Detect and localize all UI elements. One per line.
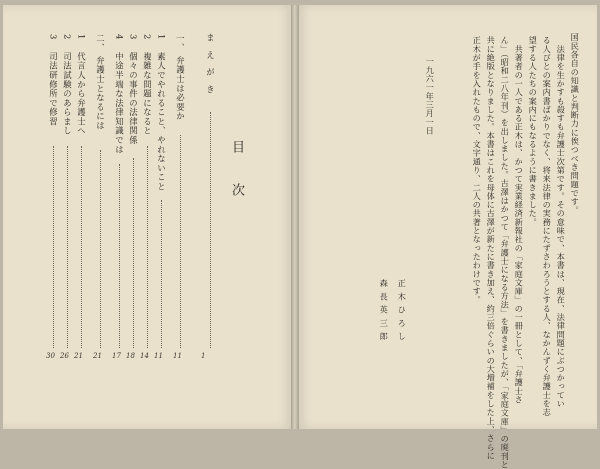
toc-page-number: 11 — [154, 352, 163, 360]
toc-page-number: 21 — [93, 352, 102, 360]
preface-date: 一九六一年三月一日 — [425, 57, 436, 135]
toc-page-number: 26 — [60, 352, 69, 360]
toc-item-number: 3 — [48, 34, 59, 41]
toc-page-number: 21 — [74, 352, 83, 360]
toc-leader — [100, 150, 101, 348]
toc-page-number: 18 — [126, 352, 135, 360]
toc-entry-preface: まえがき — [205, 33, 216, 103]
toc-leader — [67, 146, 68, 348]
preface-line-1: 国民各自の知識と判断力に俟つべき問題です。 — [570, 33, 581, 215]
author-morinaga: 森長英三郎 — [379, 279, 390, 345]
toc-entry: 複雑な問題になると — [142, 52, 153, 136]
preface-line-2: 法律を生かすも殺すも弁護士次第です。その意味で、本書は、現在、法律問題にぶつかってい — [556, 36, 567, 408]
toc-entry-section-2: 弁護士となるには — [95, 56, 106, 131]
toc-leader — [133, 158, 134, 348]
toc-leader — [161, 200, 162, 348]
toc-leader — [147, 146, 148, 348]
preface-line-6: ん」（昭和二八年刊）を出しました。古澤はかつて「弁護士になる方法」を書きましたが、「家庭文庫」の廃刊と — [500, 36, 511, 469]
toc-entry: 素人でやれること、やれないこと — [156, 52, 167, 192]
preface-line-5: 共著者の一人である正木は、かつて実業経済新報社の「家庭文庫」の一冊として、「弁護士さ — [514, 36, 525, 404]
book-gutter — [291, 5, 299, 429]
toc-leader — [210, 112, 211, 348]
toc-entry: 司法研修所で修習 — [48, 52, 59, 127]
toc-section-number: 一、 — [175, 34, 186, 53]
toc-entry: 司法試験のあらまし — [62, 52, 73, 136]
preface-line-3: る人びとの案内書ばかりでなく、将来法律の実務にたずさわろうとする人、なかんずく弁護士を志 — [542, 36, 553, 417]
toc-page-number: 11 — [173, 352, 182, 360]
toc-entry: 代言人から弁護士へ — [76, 52, 87, 136]
toc-leader — [180, 135, 181, 348]
preface-line-7: 共に絶版となりました。本書はこれを母体に古澤が新たに書き加え、約三倍ぐらいの大増補をした上、さらに — [486, 36, 497, 460]
toc-section-number: 二、 — [95, 34, 106, 53]
right-page — [297, 5, 597, 429]
preface-line-8: 正木が手を入れたもので、文字通り、二人の共著となったわけです。 — [472, 36, 483, 305]
toc-entry: 個々の事件の法律関係 — [128, 52, 139, 145]
toc-page-number: 1 — [201, 352, 206, 360]
toc-page-number: 14 — [140, 352, 149, 360]
toc-item-number: 4 — [114, 34, 125, 41]
preface-line-4: 望する人たちの案内にもなるように書きました。 — [528, 36, 539, 227]
toc-entry-section-1: 弁護士は必要か — [175, 56, 186, 122]
toc-page-number: 17 — [112, 352, 121, 360]
toc-item-number: 1 — [76, 34, 87, 41]
toc-entry: 中途半端な法律知識では — [114, 52, 125, 155]
toc-item-number: 2 — [62, 34, 73, 41]
toc-leader — [53, 146, 54, 348]
toc-item-number: 2 — [142, 34, 153, 41]
author-masaki: 正木ひろし — [397, 279, 408, 345]
toc-item-number: 3 — [128, 34, 139, 41]
toc-page-number: 30 — [46, 352, 55, 360]
toc-title: 目次 — [229, 140, 244, 226]
toc-leader — [81, 146, 82, 348]
toc-item-number: 1 — [156, 34, 167, 41]
toc-leader — [119, 164, 120, 348]
